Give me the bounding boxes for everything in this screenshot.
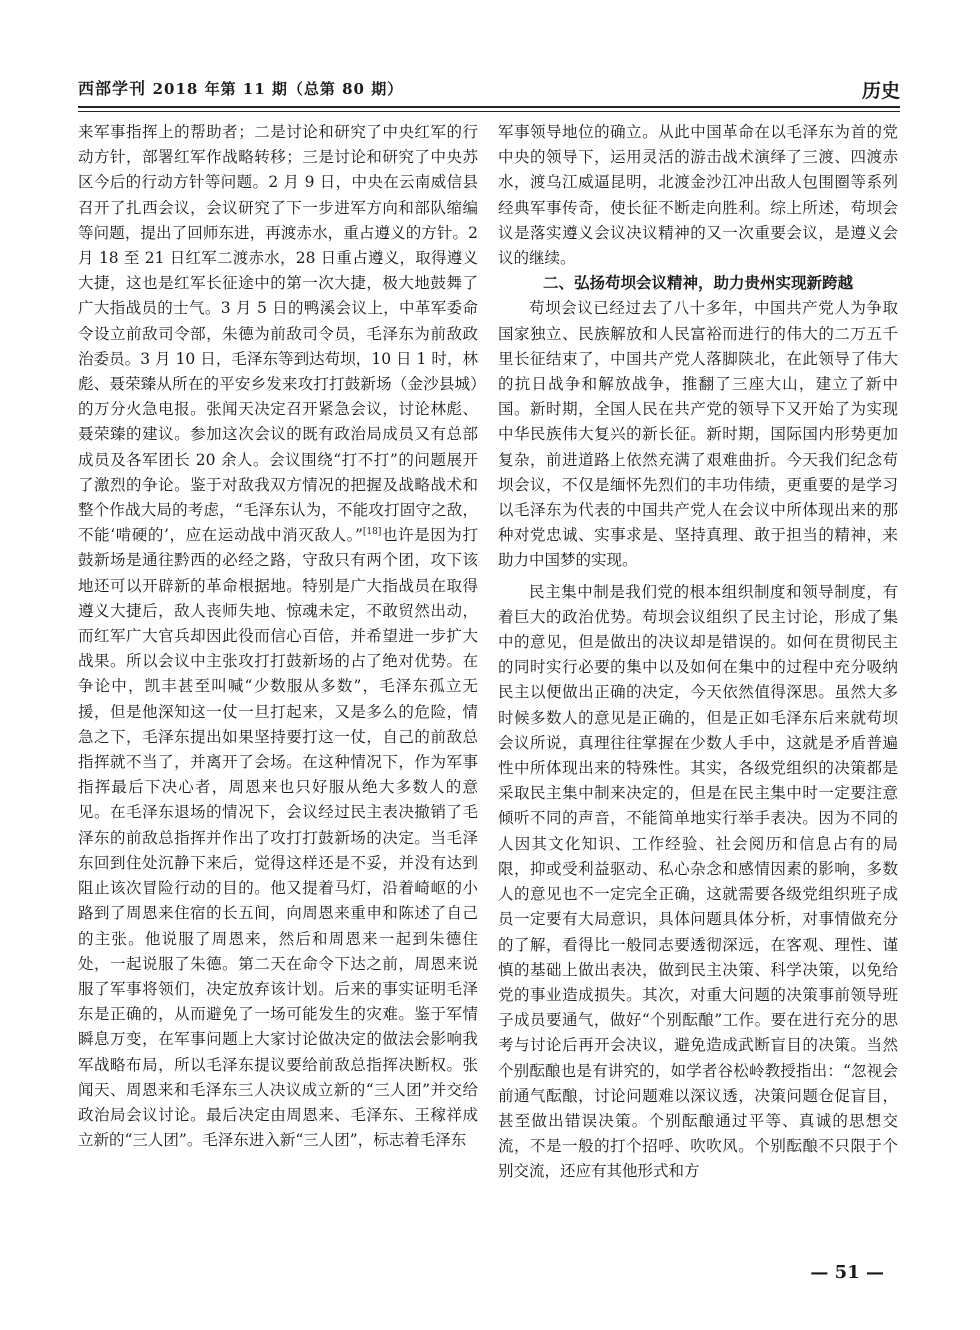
header-rule-thin bbox=[78, 111, 900, 112]
paragraph-text-continued: 也许是因为打鼓新场是通往黔西的必经之路，守敌只有两个团，攻下该地还可以开辟新的革命根据地。特别是广大指战员在取得遵义大捷后，敌人丧师失地、惊魂未定，不敢贸然出动，而红军广大官兵却因此役而信心百倍，并希望进一步扩大战果。所以会议中主张攻打打鼓新场的占了绝对优势。在争论中，凯丰甚至叫喊“少数服从多数”，毛泽东孤立无援，但是他深知这一仗一旦打起来，又是多么的危险，情急之下，毛泽东提出如果坚持要打这一仗，自己的前敌总指挥就不当了，并离开了会场。在这种情况下，作为军事指挥最后下决心者，周恩来也只好服从绝大多数人的意见。在毛泽东退场的情况下，会议经过民主表决撤销了毛泽东的前敌总指挥并作出了攻打打鼓新场的决定。当毛泽东回到住处沉静下来后，觉得这样还是不妥，并没有达到阻止该次冒险行动的目的。他又提着马灯，沿着崎岖的小路到了周恩来住宿的长五间，向周恩来重申和陈述了自己的主张。他说服了周恩来，然后和周恩来一起到朱德住处，一起说服了朱德。第二天在命令下达之前，周恩来说服了军事将领们，决定放弃该计划。后来的事实证明毛泽东是正确的，从而避免了一场可能发生的灾难。鉴于军情瞬息万变，在军事问题上大家讨论做决定的做法会影响我军战略布局，所以毛泽东提议要给前敌总指挥决断权。张闻天、周恩来和毛泽东三人决议成立新的“三人团”并交给政治局会议讨论。最后决定由周恩来、毛泽东、王稼祥成立新的“三人团”。毛泽东进入新“三人团”，标志着毛泽东 bbox=[78, 526, 478, 1150]
page-number: — 51 — bbox=[810, 1262, 884, 1283]
section-heading: 二、弘扬苟坝会议精神，助力贵州实现新跨越 bbox=[542, 274, 853, 293]
paragraph: 民主集中制是我们党的根本组织制度和领导制度，有着巨大的政治优势。苟坝会议组织了民主讨论，形成了集中的意见，但是做出的决议却是错误的。如何在贯彻民主的同时实行必要的集中以及如何在集中的过程中充分吸纳民主以便做出正确的决定，今天依然值得深思。虽然大多时候多数人的意见是正确的，但是正如毛泽东后来就苟坝会议所说，真理往往掌握在少数人手中，这就是矛盾普遍性中所体现出来的特殊性。其实，各级党组织的决策都是采取民主集中制来决定的，但是在民主集中时一定要注意倾听不同的声音，不能简单地实行举手表决。因为不同的人因其文化知识、工作经验、社会阅历和信息占有的局限，抑或受利益驱动、私心杂念和感情因素的影响，多数人的意见也不一定完全正确，这就需要各级党组织班子成员一定要有大局意识，具体问题具体分析，对事情做充分的了解，看得比一般同志要透彻深远，在客观、理性、谨慎的基础上做出表决，做到民主决策、科学决策，以免给党的事业造成损失。其次，对重大问题的决策事前领导班子成员要通气，做好“个别酝酿”工作。要在进行充分的思考与讨论后再开会决议，避免造成武断盲目的决策。当然个别酝酿也是有讲究的，如学者谷松岭教授指出：“忽视会前通气酝酿，讨论问题难以深议透，决策问题仓促盲目，甚至做出错误决策。个别酝酿通过平等、真诚的思想交流，不是一般的打个招呼、吹吹风。个别酝酿不只限于个别交流，还应有其他形式和方 bbox=[498, 582, 898, 1181]
section-label: 历史 bbox=[861, 80, 900, 102]
paragraph: 军事领导地位的确立。从此中国革命在以毛泽东为首的党中央的领导下，运用灵活的游击战术演绎了三渡、四渡赤水，渡乌江威逼昆明，北渡金沙江冲出敌人包围圈等系列经典军事传奇，使长征不断走向胜利。综上所述，苟坝会议是落实遵义会议决议精神的又一次重要会议，是遵义会议的继续。 bbox=[498, 123, 898, 268]
paragraph bbox=[78, 120, 478, 1153]
right-column bbox=[498, 120, 898, 1185]
citation: [18] bbox=[362, 527, 382, 538]
issue-info: 2018 年第 11 期（总第 80 期） bbox=[152, 80, 404, 98]
left-column bbox=[78, 120, 478, 1153]
journal-title bbox=[78, 76, 403, 99]
page-header bbox=[78, 66, 900, 106]
journal-name: 西部学刊 bbox=[78, 79, 147, 98]
paragraph: 苟坝会议已经过去了八十多年，中国共产党人为争取国家独立、民族解放和人民富裕而进行的伟大的二万五千里长征结束了，中国共产党人落脚陕北，在此领导了伟大的抗日战争和解放战争，推翻了三座大山，建立了新中国。新时期，全国人民在共产党的领导下又开始了为实现中华民族伟大复兴的新长征。新时期，国际国内形势更加复杂，前进道路上依然充满了艰难曲折。今天我们纪念苟坝会议，不仅是缅怀先烈们的丰功伟绩，更重要的是学习以毛泽东为代表的中国共产党人在会议中所体现出来的那种对党忠诚、实事求是、坚持真理、敢于担当的精神，来助力中国梦的实现。 bbox=[498, 299, 898, 570]
header-rule-thick bbox=[78, 106, 900, 108]
paragraph-text: 来军事指挥上的帮助者；二是讨论和研究了中央红军的行动方针，部署红军作战略转移；三是讨论和研究了中央苏区今后的行动方针等问题。2 月 9 日，中央在云南威信县召开了扎西会议，会议研究了下一步进军方向和部队缩编等问题，提出了回师东进，再渡赤水，重占遵义的方针。2 月 18 至 21 日红军二渡赤水，28 日重占遵义，取得遵义大捷，这也是红军长征途中的第一次大捷，极大地鼓舞了广大指战员的士气。3 月 5 日的鸭溪会议上，中革军委命令设立前敌司令部，朱德为前敌司令员，毛泽东为前敌政治委员。3 月 10 日，毛泽东等到达苟坝，10 日 1 时，林彪、聂荣臻从所在的平安乡发来攻打打鼓新场（金沙县城）的万分火急电报。张闻天决定召开紧急会议，讨论林彪、聂荣臻的建议。参加这次会议的既有政治局成员又有总部成员及各军团长 20 余人。会议围绕“打不打”的问题展开了激烈的争论。鉴于对敌我双方情况的把握及战略战术和整个作战大局的考虑，“毛泽东认为，不能攻打固守之敌，不能‘啃硬的’，应在运动战中消灭敌人。” bbox=[78, 123, 478, 545]
